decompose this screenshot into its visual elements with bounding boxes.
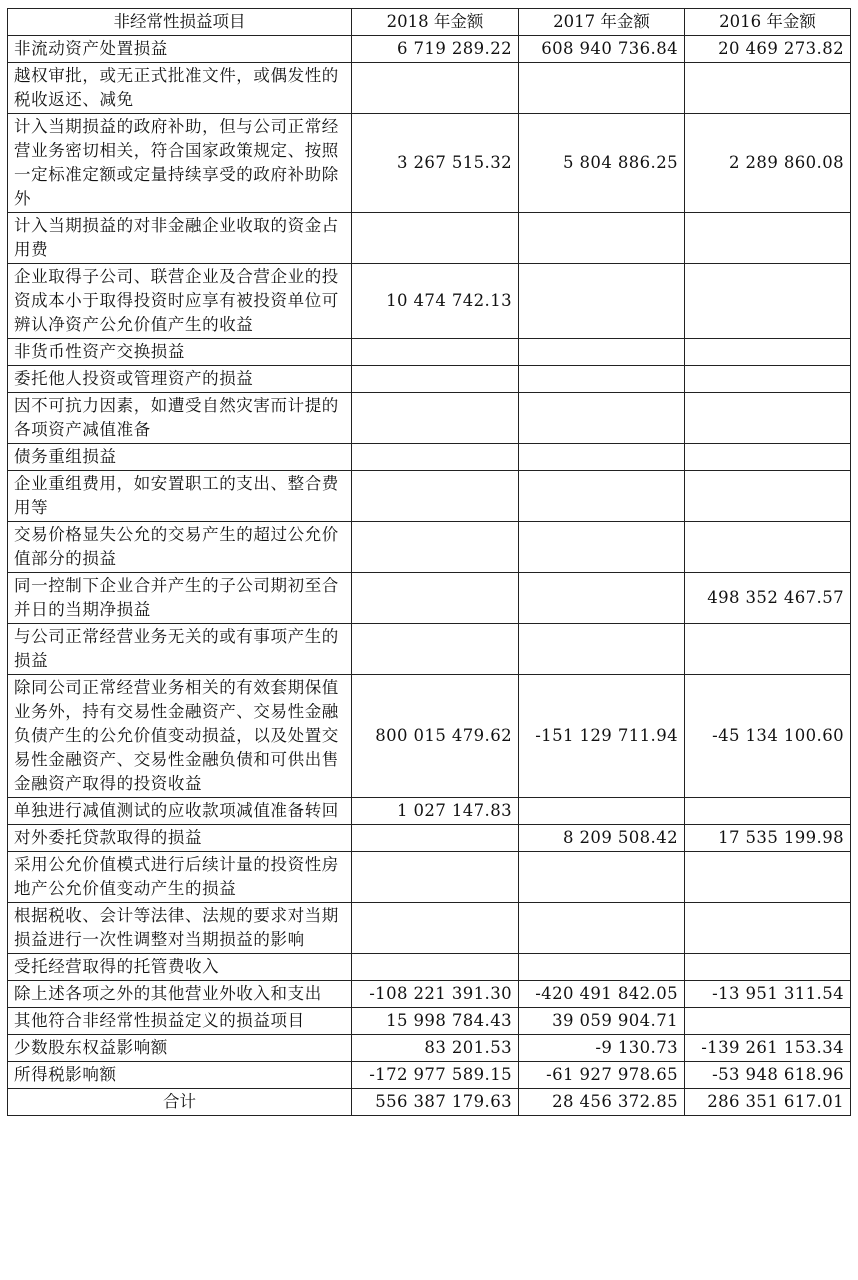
row-item-label: 企业取得子公司、联营企业及合营企业的投资成本小于取得投资时应享有被投资单位可辨认净资产公允价值产生的收益 [8, 264, 352, 339]
total-row [8, 1089, 851, 1116]
value-2017: -9 130.73 [519, 1035, 685, 1062]
row-item-label: 根据税收、会计等法律、法规的要求对当期损益进行一次性调整对当期损益的影响 [8, 903, 352, 954]
value-2018 [352, 393, 519, 444]
row-item-label: 因不可抗力因素，如遭受自然灾害而计提的各项资产减值准备 [8, 393, 352, 444]
row-item-label: 与公司正常经营业务无关的或有事项产生的损益 [8, 624, 352, 675]
value-2017 [519, 573, 685, 624]
table-row [8, 393, 851, 444]
value-2018: -108 221 391.30 [352, 981, 519, 1008]
value-2018: 6 719 289.22 [352, 36, 519, 63]
table-row [8, 1062, 851, 1089]
value-2018 [352, 366, 519, 393]
value-2018: 15 998 784.43 [352, 1008, 519, 1035]
row-item-label: 除同公司正常经营业务相关的有效套期保值业务外，持有交易性金融资产、交易性金融负债产生的公允价值变动损益，以及处置交易性金融资产、交易性金融负债和可供出售金融资产取得的投资收益 [8, 675, 352, 798]
row-item-label: 其他符合非经常性损益定义的损益项目 [8, 1008, 352, 1035]
value-2018 [352, 213, 519, 264]
value-2017: -151 129 711.94 [519, 675, 685, 798]
value-2018: 800 015 479.62 [352, 675, 519, 798]
value-2016 [685, 471, 851, 522]
value-2016 [685, 798, 851, 825]
table-row [8, 675, 851, 798]
table-row [8, 624, 851, 675]
value-2017: -61 927 978.65 [519, 1062, 685, 1089]
header-2016: 2016 年金额 [685, 9, 851, 36]
row-item-label: 非流动资产处置损益 [8, 36, 352, 63]
total-2016: 286 351 617.01 [685, 1089, 851, 1116]
row-item-label: 交易价格显失公允的交易产生的超过公允价值部分的损益 [8, 522, 352, 573]
value-2017: -420 491 842.05 [519, 981, 685, 1008]
value-2016: 20 469 273.82 [685, 36, 851, 63]
table-row [8, 981, 851, 1008]
table-row [8, 471, 851, 522]
table-row [8, 573, 851, 624]
value-2016: 498 352 467.57 [685, 573, 851, 624]
value-2016 [685, 444, 851, 471]
value-2016: -13 951 311.54 [685, 981, 851, 1008]
row-item-label: 除上述各项之外的其他营业外收入和支出 [8, 981, 352, 1008]
value-2017: 39 059 904.71 [519, 1008, 685, 1035]
value-2018 [352, 954, 519, 981]
value-2018 [352, 624, 519, 675]
value-2017 [519, 471, 685, 522]
value-2018 [352, 444, 519, 471]
value-2017: 5 804 886.25 [519, 114, 685, 213]
value-2016 [685, 366, 851, 393]
table-row [8, 366, 851, 393]
value-2017 [519, 393, 685, 444]
row-item-label: 所得税影响额 [8, 1062, 352, 1089]
value-2016 [685, 522, 851, 573]
row-item-label: 受托经营取得的托管费收入 [8, 954, 352, 981]
table-row [8, 444, 851, 471]
total-label: 合计 [8, 1089, 352, 1116]
value-2017 [519, 213, 685, 264]
value-2016: -53 948 618.96 [685, 1062, 851, 1089]
value-2016 [685, 954, 851, 981]
value-2018 [352, 339, 519, 366]
value-2016 [685, 264, 851, 339]
table-row [8, 798, 851, 825]
value-2016 [685, 852, 851, 903]
header-2017: 2017 年金额 [519, 9, 685, 36]
row-item-label: 少数股东权益影响额 [8, 1035, 352, 1062]
row-item-label: 委托他人投资或管理资产的损益 [8, 366, 352, 393]
value-2017 [519, 264, 685, 339]
header-row [8, 9, 851, 36]
value-2018 [352, 903, 519, 954]
value-2018: -172 977 589.15 [352, 1062, 519, 1089]
value-2016 [685, 903, 851, 954]
value-2017 [519, 522, 685, 573]
value-2017: 8 209 508.42 [519, 825, 685, 852]
value-2016 [685, 63, 851, 114]
table-row [8, 264, 851, 339]
value-2017 [519, 339, 685, 366]
value-2018: 83 201.53 [352, 1035, 519, 1062]
table-row [8, 36, 851, 63]
row-item-label: 企业重组费用，如安置职工的支出、整合费用等 [8, 471, 352, 522]
table-row [8, 1008, 851, 1035]
value-2017 [519, 366, 685, 393]
value-2016: -139 261 153.34 [685, 1035, 851, 1062]
table-row [8, 825, 851, 852]
value-2017 [519, 624, 685, 675]
value-2018: 3 267 515.32 [352, 114, 519, 213]
row-item-label: 非货币性资产交换损益 [8, 339, 352, 366]
table-row [8, 852, 851, 903]
value-2018 [352, 825, 519, 852]
total-2017: 28 456 372.85 [519, 1089, 685, 1116]
value-2016 [685, 393, 851, 444]
row-item-label: 采用公允价值模式进行后续计量的投资性房地产公允价值变动产生的损益 [8, 852, 352, 903]
row-item-label: 债务重组损益 [8, 444, 352, 471]
value-2017: 608 940 736.84 [519, 36, 685, 63]
value-2016 [685, 1008, 851, 1035]
table-row [8, 954, 851, 981]
value-2017 [519, 954, 685, 981]
value-2016 [685, 624, 851, 675]
non-recurring-gains-losses-table [7, 8, 851, 1116]
table-row [8, 1035, 851, 1062]
row-item-label: 同一控制下企业合并产生的子公司期初至合并日的当期净损益 [8, 573, 352, 624]
row-item-label: 对外委托贷款取得的损益 [8, 825, 352, 852]
table-row [8, 339, 851, 366]
value-2017 [519, 852, 685, 903]
value-2016 [685, 213, 851, 264]
value-2017 [519, 63, 685, 114]
table-row [8, 522, 851, 573]
value-2016: 17 535 199.98 [685, 825, 851, 852]
value-2017 [519, 444, 685, 471]
row-item-label: 单独进行减值测试的应收款项减值准备转回 [8, 798, 352, 825]
value-2016: -45 134 100.60 [685, 675, 851, 798]
table-row [8, 903, 851, 954]
header-2018: 2018 年金额 [352, 9, 519, 36]
header-item: 非经常性损益项目 [8, 9, 352, 36]
value-2018 [352, 522, 519, 573]
value-2018 [352, 471, 519, 522]
table-row [8, 114, 851, 213]
value-2018 [352, 573, 519, 624]
value-2017 [519, 903, 685, 954]
value-2017 [519, 798, 685, 825]
row-item-label: 计入当期损益的对非金融企业收取的资金占用费 [8, 213, 352, 264]
total-2018: 556 387 179.63 [352, 1089, 519, 1116]
value-2018 [352, 852, 519, 903]
row-item-label: 计入当期损益的政府补助，但与公司正常经营业务密切相关，符合国家政策规定、按照一定标准定额或定量持续享受的政府补助除外 [8, 114, 352, 213]
table-row [8, 63, 851, 114]
table-row [8, 213, 851, 264]
value-2016: 2 289 860.08 [685, 114, 851, 213]
value-2018: 1 027 147.83 [352, 798, 519, 825]
value-2016 [685, 339, 851, 366]
value-2018: 10 474 742.13 [352, 264, 519, 339]
row-item-label: 越权审批，或无正式批准文件，或偶发性的税收返还、减免 [8, 63, 352, 114]
value-2018 [352, 63, 519, 114]
